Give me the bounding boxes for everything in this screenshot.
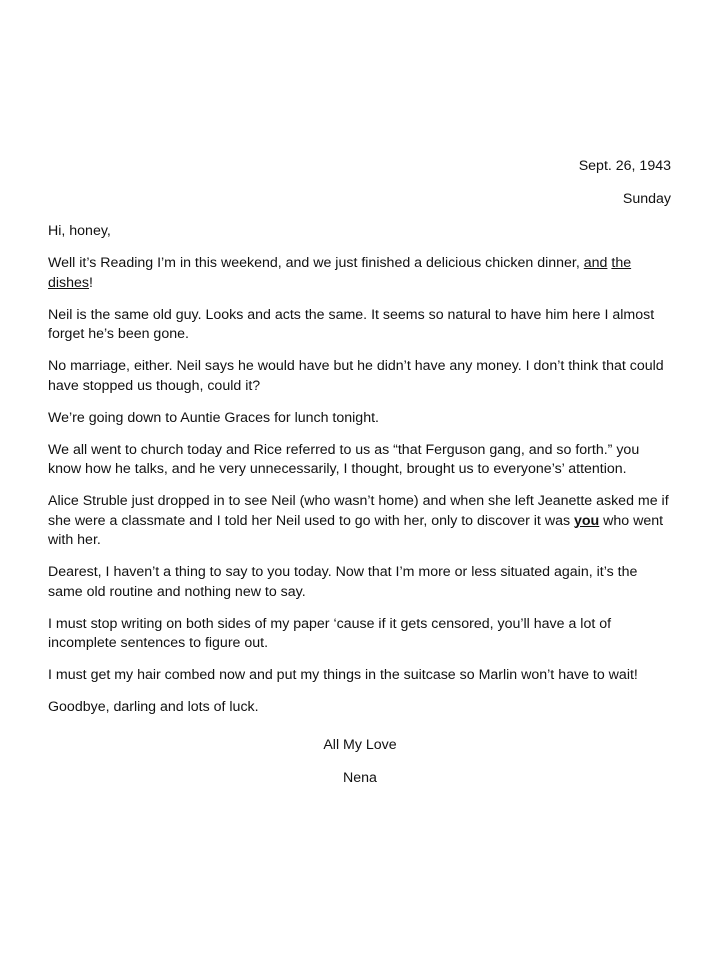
emphasized-you: you xyxy=(574,512,600,529)
paragraph-9: I must get my hair combed now and put my things in the suitcase so Marlin won’t have to wait! xyxy=(48,667,638,683)
closing: All My Love xyxy=(323,737,397,753)
letter-day: Sunday xyxy=(622,190,671,207)
paragraph-7: Dearest, I haven’t a thing to say to you today. Now that I’m more or less situated again, it’s the same old routine and nothing new to say. xyxy=(48,564,638,600)
signature: Nena xyxy=(343,770,377,786)
date-block xyxy=(579,157,671,209)
paragraph-5: We all went to church today and Rice referred to us as “that Ferguson gang, and so forth.” you know how he talks, and he very unnecessarily, I thought, brought us to everyone’s’ attention. xyxy=(48,441,640,477)
underlined-the: the xyxy=(611,255,632,271)
paragraph-10: Goodbye, darling and lots of luck. xyxy=(48,699,259,715)
paragraph-1 xyxy=(48,254,673,293)
letter-date: Sept. 26, 1943 xyxy=(578,158,671,174)
paragraph-6 xyxy=(48,492,673,551)
paragraph-4: We’re going down to Auntie Graces for lunch tonight. xyxy=(48,409,379,426)
underlined-dishes: dishes xyxy=(48,274,90,291)
paragraph-8: I must stop writing on both sides of my paper ‘cause if it gets censored, you’ll have a lot of incomplete sentences to figure out. xyxy=(48,615,612,651)
paragraph-3: No marriage, either. Neil says he would have but he didn’t have any money. I don’t think that could have stopped us though, could it? xyxy=(48,358,664,394)
paragraph-6-end: who went with her. xyxy=(48,512,664,548)
underlined-and: and xyxy=(583,255,608,271)
greeting: Hi, honey, xyxy=(48,223,111,239)
paragraph-2: Neil is the same old guy. Looks and acts the same. It seems so natural to have him here I almost forget he’s been gone. xyxy=(48,306,655,342)
paragraph-6-text: Alice Struble just dropped in to see Neil (who wasn’t home) and when she left Jeanette asked me if she were a classmate and I told her Neil used to go with her, only to discover it was xyxy=(48,493,669,529)
letter-body xyxy=(48,222,673,730)
paragraph-1-end: ! xyxy=(89,274,93,291)
paragraph-1-text: Well it’s Reading I’m in this weekend, and we just finished a delicious chicken dinner, xyxy=(48,255,584,271)
